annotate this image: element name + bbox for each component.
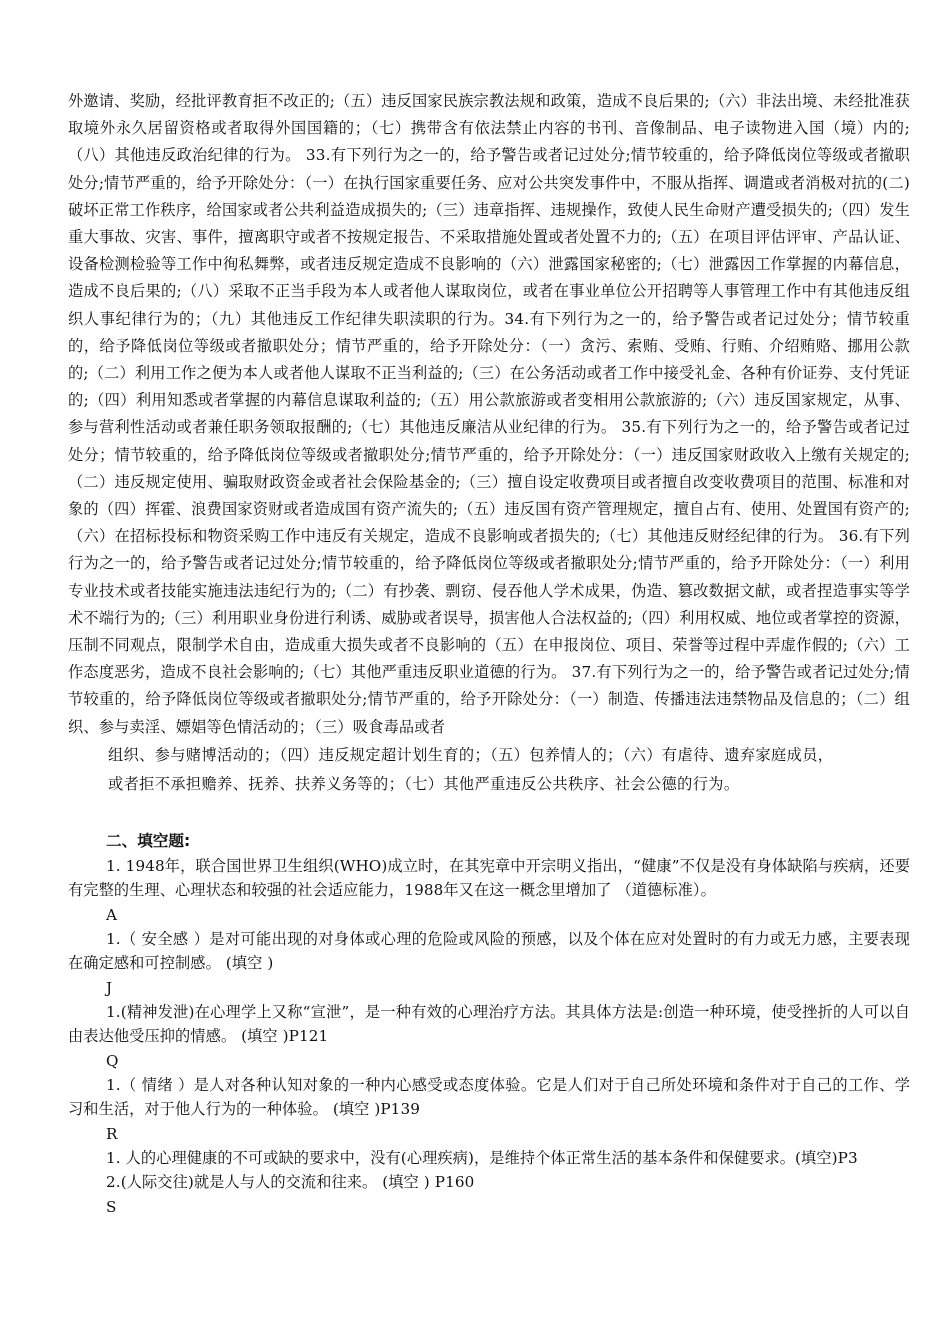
fill-blank-entry: 2.(人际交往)就是人与人的交流和往来。 (填空 ) P160 [106,1173,475,1192]
fill-blank-entry: 1.（ 情绪 ）是人对各种认知对象的一种内心感受或态度体验。它是人们对于自己所处环境和条件对于自己的工作、学习和生活，对于他人行为的一种体验。 (填空 )P139 [68,1075,910,1119]
body-continuation-line: 或者拒不承担赡养、抚养、扶养义务等的；（七）其他严重违反公共秩序、社会公德的行为。 [108,775,740,794]
body-paragraph: 外邀请、奖励，经批评教育拒不改正的;（五）违反国家民族宗教法规和政策，造成不良后果的;（六）非法出境、未经批准获取境外永久居留资格或者取得外国国籍的；（七）携带含有依法禁止内容的书刊、音像制品、电子读物进入国（境）内的;（八）其他违反政治纪律的行为。 33.有下列行为之一的，给予警告或者记过处分;情节较重的，给予降低岗位等级或者撤职处分;情节严重的，给予开除处分：（一）在执行国家重要任务、应对公共突发事件中，不服从指挥、调遣或者消极对抗的(二)破坏正常工作秩序，给国家或者公共利益造成损失的;（三）违章指挥、违规操作，致使人民生命财产遭受损失的;（四）发生重大事故、灾害、事件，擅离职守或者不按规定报告、不采取措施处置或者处置不力的;（五）在项目评估评审、产品认证、设备检测检验等工作中徇私舞弊，或者违反规定造成不良影响的（六）泄露国家秘密的;（七）泄露因工作掌握的内幕信息，造成不良后果的;（八）采取不正当手段为本人或者他人谋取岗位，或者在事业单位公开招聘等人事管理工作中有其他违反组织人事纪律行为的；（九）其他违反工作纪律失职渎职的行为。34.有下列行为之一的，给予警告或者记过处分；情节较重的，给予降低岗位等级或者撤职处分；情节严重的，给予开除处分：（一）贪污、索贿、受贿、行贿、介绍贿赂、挪用公款的;（二）利用工作之便为本人或者他人谋取不正当利益的;（三）在公务活动或者工作中接受礼金、各种有价证券、支付凭证的;（四）利用知悉或者掌握的内幕信息谋取利益的;（五）用公款旅游或者变相用公款旅游的;（六）违反国家规定，从事、参与营利性活动或者兼任职务领取报酬的;（七）其他违反廉洁从业纪律的行为。 35.有下列行为之一的，给予警告或者记过处分；情节较重的，给予降低岗位等级或者撤职处分;情节严重的，给予开除处分：（一）违反国家财政收入上缴有关规定的;（二）违反规定使用、骗取财政资金或者社会保险基金的;（三）擅自设定收费项目或者擅自改变收费项目的范围、标准和对象的（四）挥霍、浪费国家资财或者造成国有资产流失的;（五）违反国有资产管理规定，擅自占有、使用、处置国有资产的;（六）在招标投标和物资采购工作中违反有关规定，造成不良影响或者损失的;（七）其他违反财经纪律的行为。 36.有下列行为之一的，给予警告或者记过处分;情节较重的，给予降低岗位等级或者撤职处分;情节严重的，给予开除处分：（一）利用专业技术或者技能实施违法违纪行为的;（二）有抄袭、剽窃、侵吞他人学术成果，伪造、篡改数据文献，或者捏造事实等学术不端行为的;（三）利用职业身份进行利诱、威胁或者误导，损害他人合法权益的;（四）利用权威、地位或者掌控的资源，压制不同观点，限制学术自由，造成重大损失或者不良影响的（五）在申报岗位、项目、荣誉等过程中弄虚作假的;（六）工作态度恶劣，造成不良社会影响的;（七）其他严重违反职业道德的行为。 37.有下列行为之一的，给予警告或者记过处分;情节较重的，给予降低岗位等级或者撤职处分;情节严重的，给予开除处分：（一）制造、传播违法违禁物品及信息的；（二）组织、参与卖淫、嫖娼等色情活动的；（三）吸食毒品或者 [68,92,910,736]
index-letter: R [106,1124,118,1143]
fill-blank-entry: 1.（ 安全感 ）是对可能出现的对身体或心理的危险或风险的预感，以及个体在应对处置时的有力或无力感，主要表现在确定感和可控制感。 (填空 ) [68,929,910,973]
index-letter: J [106,978,113,997]
body-continuation-line: 组织、参与赌博活动的；（四）违反规定超计划生育的；（五）包养情人的；（六）有虐待、遗弃家庭成员， [108,745,834,764]
fill-blank-entry: 1. 人的心理健康的不可或缺的要求中，没有(心理疾病)，是维持个体正常生活的基本条件和保健要求。(填空)P3 [106,1148,858,1167]
fill-blank-entry: 1. 1948年，联合国世界卫生组织(WHO)成立时，在其宪章中开宗明义指出，“健康”不仅是没有身体缺陷与疾病，还要有完整的生理、心理状态和较强的社会适应能力，1988年又在这一概念里增加了 （道德标准）。 [68,856,910,900]
index-letter: Q [106,1051,119,1070]
section-heading: 二、填空题: [106,831,191,850]
document-page [68,88,910,1219]
index-letter: S [106,1197,117,1216]
fill-blank-entry: 1.(精神发泄)在心理学上又称“宣泄”，是一种有效的心理治疗方法。其具体方法是:创造一种环境，使受挫折的人可以自由表达他受压抑的情感。 (填空 )P121 [68,1002,910,1046]
index-letter: A [106,905,117,924]
